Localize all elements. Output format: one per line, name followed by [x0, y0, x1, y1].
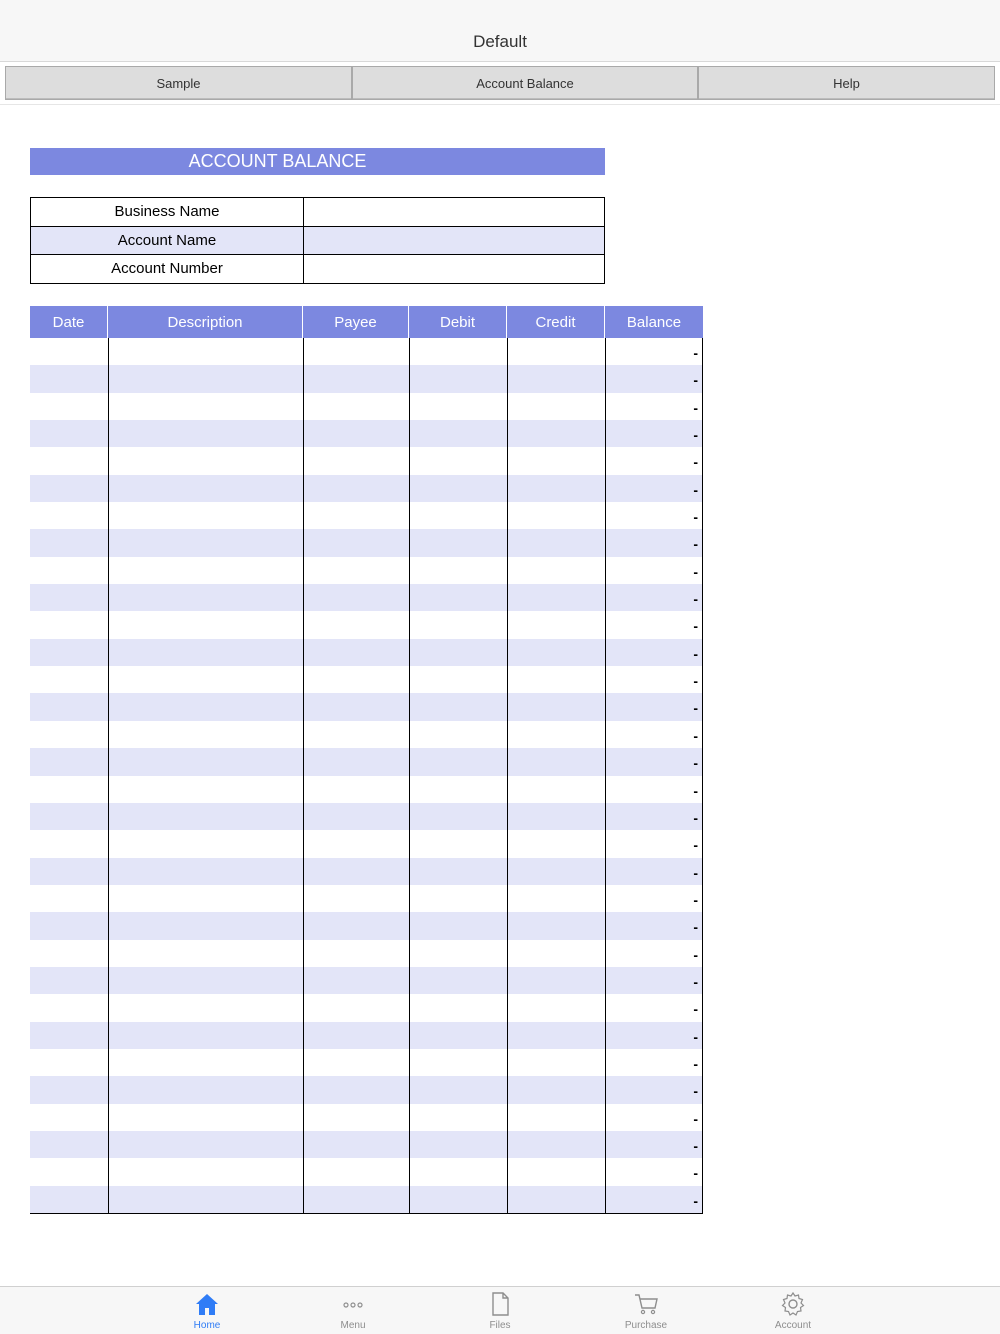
debit-cell[interactable]	[409, 885, 507, 912]
date-cell[interactable]	[30, 1104, 108, 1131]
description-cell[interactable]	[108, 858, 303, 885]
table-row	[30, 502, 703, 529]
sheet-title: ACCOUNT BALANCE	[188, 151, 367, 171]
description-cell[interactable]	[108, 666, 303, 693]
credit-cell[interactable]	[507, 967, 605, 994]
balance-cell: -	[605, 858, 703, 885]
debit-cell[interactable]	[409, 858, 507, 885]
table-row	[30, 393, 703, 420]
balance-cell: -	[605, 830, 703, 857]
date-cell[interactable]	[30, 1131, 108, 1158]
description-cell[interactable]	[108, 502, 303, 529]
table-row	[30, 1022, 703, 1049]
table-row	[30, 858, 703, 885]
description-cell[interactable]	[108, 475, 303, 502]
column-header-balance: Balance	[626, 313, 682, 331]
date-cell[interactable]	[30, 666, 108, 693]
debit-cell[interactable]	[409, 1158, 507, 1185]
credit-cell[interactable]	[507, 912, 605, 939]
date-cell[interactable]	[30, 584, 108, 611]
debit-cell[interactable]	[409, 447, 507, 474]
payee-cell[interactable]	[303, 666, 409, 693]
balance-cell: -	[605, 420, 703, 447]
table-row	[30, 693, 703, 720]
description-cell[interactable]	[108, 776, 303, 803]
table-row	[30, 611, 703, 638]
date-cell[interactable]	[30, 1049, 108, 1076]
tab-files[interactable]	[460, 1291, 540, 1333]
table-row	[30, 475, 703, 502]
credit-cell[interactable]	[507, 639, 605, 666]
payee-cell[interactable]	[303, 365, 409, 392]
balance-cell: -	[605, 1076, 703, 1103]
table-row	[30, 1186, 703, 1213]
date-cell[interactable]	[30, 830, 108, 857]
credit-cell[interactable]	[507, 1104, 605, 1131]
table-row	[30, 748, 703, 775]
debit-cell[interactable]	[409, 721, 507, 748]
payee-cell[interactable]	[303, 858, 409, 885]
debit-cell[interactable]	[409, 529, 507, 556]
debit-cell[interactable]	[409, 557, 507, 584]
description-cell[interactable]	[108, 885, 303, 912]
balance-cell: -	[605, 529, 703, 556]
table-row	[30, 967, 703, 994]
date-cell[interactable]	[30, 1022, 108, 1049]
ledger-header	[30, 306, 703, 338]
tab-label: Menu	[340, 1320, 366, 1331]
balance-cell: -	[605, 639, 703, 666]
payee-cell[interactable]	[303, 967, 409, 994]
credit-cell[interactable]	[507, 1076, 605, 1103]
date-cell[interactable]	[30, 393, 108, 420]
credit-cell[interactable]	[507, 1158, 605, 1185]
balance-cell: -	[605, 721, 703, 748]
credit-cell[interactable]	[507, 940, 605, 967]
table-row	[30, 666, 703, 693]
table-row	[30, 1131, 703, 1158]
balance-cell: -	[605, 1158, 703, 1185]
description-cell[interactable]	[108, 1049, 303, 1076]
balance-cell: -	[605, 502, 703, 529]
segment-help[interactable]: Help	[698, 66, 995, 100]
tab-label: Home	[193, 1320, 221, 1331]
payee-cell[interactable]	[303, 776, 409, 803]
date-cell[interactable]	[30, 803, 108, 830]
payee-cell[interactable]	[303, 912, 409, 939]
date-cell[interactable]	[30, 338, 108, 365]
description-cell[interactable]	[108, 693, 303, 720]
date-cell[interactable]	[30, 994, 108, 1021]
date-cell[interactable]	[30, 475, 108, 502]
credit-cell[interactable]	[507, 475, 605, 502]
account-info-table	[30, 197, 605, 284]
credit-cell[interactable]	[507, 693, 605, 720]
debit-cell[interactable]	[409, 475, 507, 502]
document-icon	[487, 1291, 513, 1317]
balance-cell: -	[605, 666, 703, 693]
description-cell[interactable]	[108, 338, 303, 365]
tab-account[interactable]	[753, 1291, 833, 1333]
payee-cell[interactable]	[303, 338, 409, 365]
payee-cell[interactable]	[303, 1076, 409, 1103]
description-cell[interactable]	[108, 393, 303, 420]
table-row	[30, 338, 703, 365]
debit-cell[interactable]	[409, 365, 507, 392]
credit-cell[interactable]	[507, 858, 605, 885]
debit-cell[interactable]	[409, 776, 507, 803]
balance-cell: -	[605, 1131, 703, 1158]
table-row	[30, 639, 703, 666]
payee-cell[interactable]	[303, 1049, 409, 1076]
credit-cell[interactable]	[507, 393, 605, 420]
balance-cell: -	[605, 338, 703, 365]
table-row	[30, 557, 703, 584]
description-cell[interactable]	[108, 557, 303, 584]
navigation-bar	[0, 0, 1000, 62]
balance-cell: -	[605, 1186, 703, 1213]
credit-cell[interactable]	[507, 994, 605, 1021]
description-cell[interactable]	[108, 611, 303, 638]
debit-cell[interactable]	[409, 803, 507, 830]
date-cell[interactable]	[30, 447, 108, 474]
description-cell[interactable]	[108, 994, 303, 1021]
table-row	[30, 721, 703, 748]
credit-cell[interactable]	[507, 611, 605, 638]
credit-cell[interactable]	[507, 748, 605, 775]
tab-label: Account	[774, 1320, 812, 1331]
description-cell[interactable]	[108, 940, 303, 967]
payee-cell[interactable]	[303, 721, 409, 748]
balance-cell: -	[605, 475, 703, 502]
payee-cell[interactable]	[303, 502, 409, 529]
column-header-date: Date	[30, 306, 108, 338]
debit-cell[interactable]	[409, 1104, 507, 1131]
description-cell[interactable]	[108, 1076, 303, 1103]
payee-cell[interactable]	[303, 420, 409, 447]
debit-cell[interactable]	[409, 420, 507, 447]
payee-cell[interactable]	[303, 475, 409, 502]
payee-cell[interactable]	[303, 529, 409, 556]
payee-cell[interactable]	[303, 557, 409, 584]
ledger-body	[30, 338, 703, 1214]
balance-cell: -	[605, 994, 703, 1021]
balance-cell: -	[605, 584, 703, 611]
description-cell[interactable]	[108, 967, 303, 994]
debit-cell[interactable]	[409, 393, 507, 420]
payee-cell[interactable]	[303, 748, 409, 775]
date-cell[interactable]	[30, 940, 108, 967]
date-cell[interactable]	[30, 858, 108, 885]
date-cell[interactable]	[30, 557, 108, 584]
debit-cell[interactable]	[409, 693, 507, 720]
description-cell[interactable]	[108, 529, 303, 556]
account-number-label: Account Number	[31, 255, 304, 284]
description-cell[interactable]	[108, 1022, 303, 1049]
credit-cell[interactable]	[507, 529, 605, 556]
tab-bar	[0, 1286, 1000, 1334]
description-cell[interactable]	[108, 721, 303, 748]
debit-cell[interactable]	[409, 994, 507, 1021]
payee-cell[interactable]	[303, 447, 409, 474]
credit-cell[interactable]	[507, 584, 605, 611]
account-name-field[interactable]	[304, 226, 605, 255]
payee-cell[interactable]	[303, 611, 409, 638]
gear-icon	[780, 1291, 806, 1317]
credit-cell[interactable]	[507, 1186, 605, 1213]
debit-cell[interactable]	[409, 1186, 507, 1213]
description-cell[interactable]	[108, 639, 303, 666]
payee-cell[interactable]	[303, 1131, 409, 1158]
description-cell[interactable]	[108, 803, 303, 830]
payee-cell[interactable]	[303, 1104, 409, 1131]
table-row	[30, 365, 703, 392]
debit-cell[interactable]	[409, 748, 507, 775]
credit-cell[interactable]	[507, 1131, 605, 1158]
credit-cell[interactable]	[507, 1022, 605, 1049]
payee-cell[interactable]	[303, 803, 409, 830]
credit-cell[interactable]	[507, 502, 605, 529]
payee-cell[interactable]	[303, 639, 409, 666]
debit-cell[interactable]	[409, 1131, 507, 1158]
date-cell[interactable]	[30, 529, 108, 556]
description-cell[interactable]	[108, 1104, 303, 1131]
table-row	[30, 584, 703, 611]
debit-cell[interactable]	[409, 639, 507, 666]
column-header-credit: Credit	[507, 306, 605, 338]
debit-cell[interactable]	[409, 502, 507, 529]
debit-cell[interactable]	[409, 584, 507, 611]
table-row	[30, 447, 703, 474]
debit-cell[interactable]	[409, 1022, 507, 1049]
tab-label: Files	[489, 1320, 511, 1331]
table-row	[30, 1158, 703, 1185]
balance-cell: -	[605, 803, 703, 830]
debit-cell[interactable]	[409, 1049, 507, 1076]
credit-cell[interactable]	[507, 721, 605, 748]
ledger-table	[30, 306, 703, 1214]
divider	[0, 104, 1000, 105]
date-cell[interactable]	[30, 912, 108, 939]
credit-cell[interactable]	[507, 447, 605, 474]
account-number-field[interactable]	[304, 255, 605, 284]
description-cell[interactable]	[108, 584, 303, 611]
balance-cell: -	[605, 393, 703, 420]
balance-cell: -	[605, 885, 703, 912]
table-row	[30, 803, 703, 830]
business-name-label: Business Name	[31, 198, 304, 227]
table-row	[30, 830, 703, 857]
credit-cell[interactable]	[507, 365, 605, 392]
description-cell[interactable]	[108, 365, 303, 392]
tab-label: Purchase	[624, 1320, 668, 1331]
debit-cell[interactable]	[409, 338, 507, 365]
balance-cell: -	[605, 611, 703, 638]
segment-sample[interactable]: Sample	[5, 66, 352, 100]
credit-cell[interactable]	[507, 338, 605, 365]
balance-cell: -	[605, 693, 703, 720]
date-cell[interactable]	[30, 967, 108, 994]
column-header-description: Description	[108, 306, 303, 338]
date-cell[interactable]	[30, 1158, 108, 1185]
debit-cell[interactable]	[409, 611, 507, 638]
date-cell[interactable]	[30, 420, 108, 447]
date-cell[interactable]	[30, 611, 108, 638]
business-name-field[interactable]	[304, 198, 605, 227]
segment-account-balance[interactable]: Account Balance	[352, 66, 698, 100]
table-row	[30, 912, 703, 939]
credit-cell[interactable]	[507, 803, 605, 830]
date-cell[interactable]	[30, 748, 108, 775]
credit-cell[interactable]	[507, 1049, 605, 1076]
date-cell[interactable]	[30, 885, 108, 912]
date-cell[interactable]	[30, 776, 108, 803]
description-cell[interactable]	[108, 420, 303, 447]
house-icon	[194, 1291, 220, 1317]
debit-cell[interactable]	[409, 967, 507, 994]
debit-cell[interactable]	[409, 940, 507, 967]
date-cell[interactable]	[30, 721, 108, 748]
balance-cell: -	[605, 365, 703, 392]
description-cell[interactable]	[108, 748, 303, 775]
debit-cell[interactable]	[409, 912, 507, 939]
account-name-label: Account Name	[31, 226, 304, 255]
debit-cell[interactable]	[409, 830, 507, 857]
date-cell[interactable]	[30, 1186, 108, 1213]
balance-cell: -	[605, 912, 703, 939]
tab-home[interactable]	[167, 1291, 247, 1333]
payee-cell[interactable]	[303, 885, 409, 912]
date-cell[interactable]	[30, 639, 108, 666]
sheet-title-banner	[30, 148, 605, 175]
date-cell[interactable]	[30, 365, 108, 392]
more-dots-icon	[340, 1291, 366, 1317]
description-cell[interactable]	[108, 1131, 303, 1158]
credit-cell[interactable]	[507, 885, 605, 912]
table-row	[30, 940, 703, 967]
description-cell[interactable]	[108, 1186, 303, 1213]
credit-cell[interactable]	[507, 420, 605, 447]
table-row	[30, 885, 703, 912]
table-row	[30, 420, 703, 447]
table-row	[30, 1076, 703, 1103]
payee-cell[interactable]	[303, 994, 409, 1021]
description-cell[interactable]	[108, 830, 303, 857]
balance-cell: -	[605, 776, 703, 803]
description-cell[interactable]	[108, 447, 303, 474]
cart-icon	[633, 1291, 659, 1317]
tab-purchase[interactable]	[606, 1291, 686, 1333]
debit-cell[interactable]	[409, 666, 507, 693]
date-cell[interactable]	[30, 693, 108, 720]
table-row	[30, 529, 703, 556]
balance-cell: -	[605, 748, 703, 775]
table-row	[30, 1104, 703, 1131]
debit-cell[interactable]	[409, 1076, 507, 1103]
payee-cell[interactable]	[303, 393, 409, 420]
column-header-payee: Payee	[303, 306, 409, 338]
payee-cell[interactable]	[303, 1186, 409, 1213]
balance-cell: -	[605, 967, 703, 994]
credit-cell[interactable]	[507, 666, 605, 693]
nav-title: Default	[473, 32, 527, 51]
payee-cell[interactable]	[303, 693, 409, 720]
description-cell[interactable]	[108, 1158, 303, 1185]
payee-cell[interactable]	[303, 1158, 409, 1185]
balance-cell: -	[605, 557, 703, 584]
table-row	[30, 994, 703, 1021]
tab-menu[interactable]	[313, 1291, 393, 1333]
credit-cell[interactable]	[507, 830, 605, 857]
table-row	[30, 1049, 703, 1076]
balance-cell: -	[605, 940, 703, 967]
table-row	[30, 776, 703, 803]
balance-cell: -	[605, 1022, 703, 1049]
balance-cell: -	[605, 1049, 703, 1076]
balance-cell: -	[605, 1104, 703, 1131]
column-header-debit: Debit	[409, 306, 507, 338]
balance-cell: -	[605, 447, 703, 474]
description-cell[interactable]	[108, 912, 303, 939]
payee-cell[interactable]	[303, 830, 409, 857]
credit-cell[interactable]	[507, 776, 605, 803]
date-cell[interactable]	[30, 1076, 108, 1103]
payee-cell[interactable]	[303, 584, 409, 611]
credit-cell[interactable]	[507, 557, 605, 584]
payee-cell[interactable]	[303, 1022, 409, 1049]
date-cell[interactable]	[30, 502, 108, 529]
payee-cell[interactable]	[303, 940, 409, 967]
